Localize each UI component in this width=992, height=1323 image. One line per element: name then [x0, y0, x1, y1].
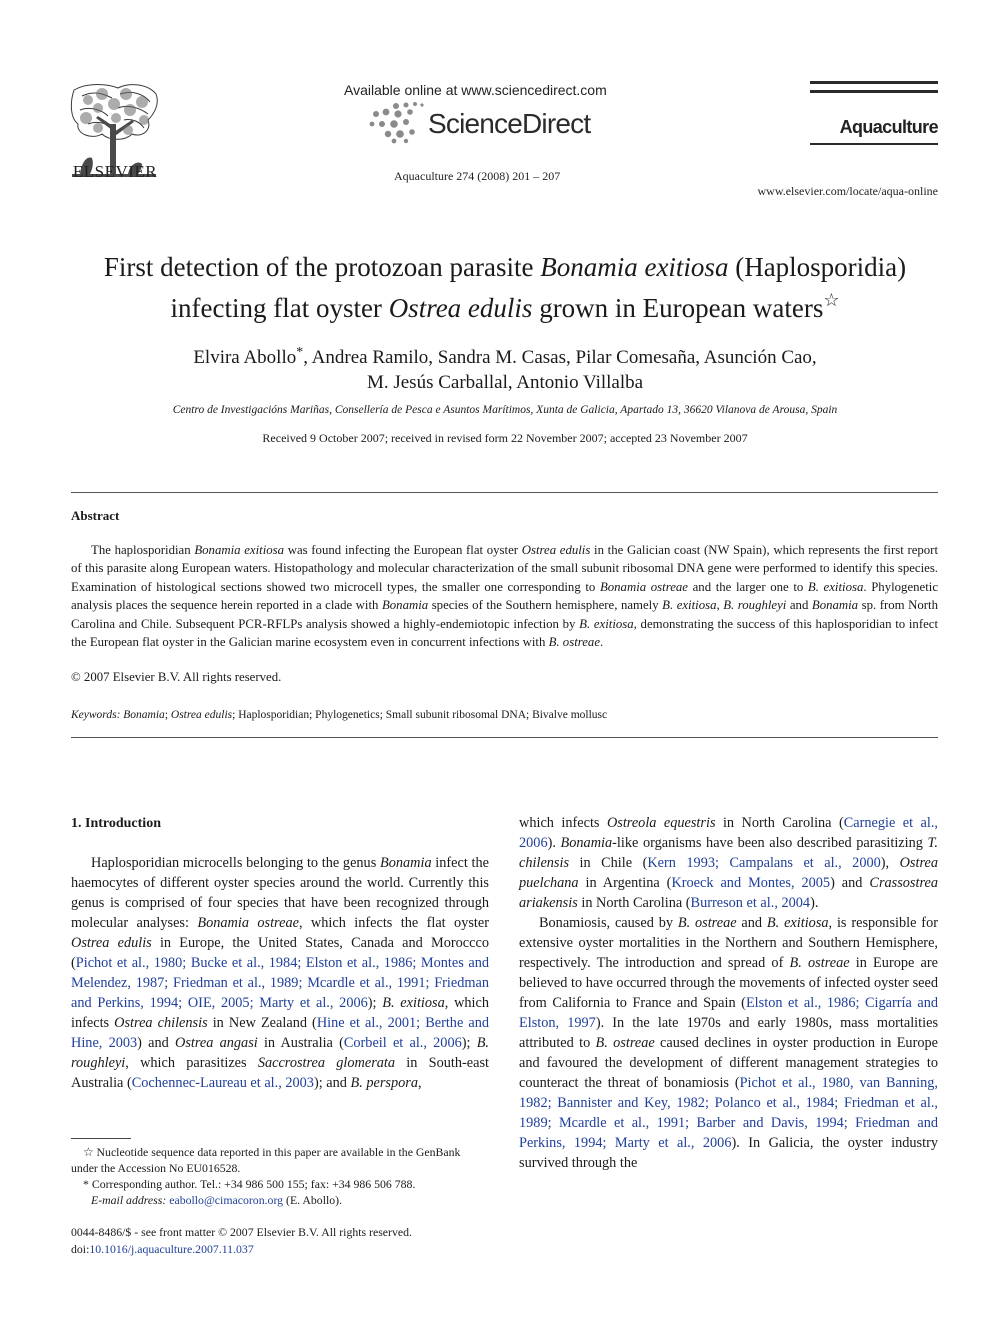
italic-term: Saccrostrea glomerata [257, 1055, 396, 1071]
citation-link[interactable]: Hine et al., 2001; Berthe and Hine, 2003 [71, 1015, 489, 1051]
article-title [60, 251, 950, 325]
available-online-text[interactable]: Available online at www.sciencedirect.com [344, 82, 607, 98]
journal-citation: Aquaculture 274 (2008) 201 – 207 [394, 169, 561, 183]
title-line-1: First detection of the protozoan parasite Bonamia exitiosa (Haplosporidia) [103, 252, 907, 282]
citation-link[interactable]: Pichot et al., 1980; Bucke et al., 1984; Elston et al., 1986; Montes and Melendez, 1987; Friedman et al., 1989; Mcardle et al., 1991; Friedman and Perkins, 1994; OIE, 2005; Marty et al., 2006 [71, 955, 489, 1011]
footnote-genbank: ☆ Nucleotide sequence data reported in this paper are available in the GenBank under the Accession No EU016528. [71, 1145, 461, 1175]
issn-doi-block [71, 1224, 412, 1258]
italic-term: Ostreola equestris [606, 815, 716, 831]
italic-term: B. roughleyi [71, 1035, 490, 1071]
italic-term: T. chilensis [519, 835, 938, 871]
footnotes [71, 1144, 489, 1208]
sciencedirect-dots-icon [368, 100, 426, 144]
italic-term: B. exitiosa [766, 915, 829, 931]
citation-link[interactable]: Kern 1993; Campalans et al., 2000 [647, 855, 881, 871]
italic-term: Ostrea puelchana [519, 855, 938, 891]
author-first: Elvira Abollo [193, 347, 297, 368]
title-footnote-star-icon[interactable]: ☆ [823, 290, 840, 310]
italic-term: B. perspora [350, 1075, 418, 1091]
journal-bottom-rule [810, 143, 938, 145]
sciencedirect-wordmark: ScienceDirect [428, 108, 591, 139]
abstract-text: The haplosporidian Bonamia exitiosa was found infecting the European flat oyster Ostrea edulis in the Galician coast (NW Spain), which represents the first report of this parasite along European waters. Histopathology and molecular characterization of the small subunit ribosomal DNA gene were performed to identify this species. Examination of histological sections showed two microcell types, the smaller one corresponding to Bonamia ostreae and the larger one to B. exitiosa. Phylogenetic analysis places the sequence herein reported in a clade with Bonamia species of the Southern hemisphere, namely B. exitiosa, B. roughleyi and Bonamia sp. from North Carolina and Chile. Subsequent PCR-RFLPs analysis showed a highly-endemiotopic infection by B. exitiosa, demonstrating the success of this haplosporidian to infect the European flat oyster in the Galician marine ecosystem even in concurrent infections with B. ostreae. [71, 543, 939, 650]
italic-term: Ostrea chilensis [114, 1015, 208, 1031]
body-column-right [519, 813, 938, 1173]
italic-term: B. exitiosa [382, 995, 445, 1011]
body-column-left [71, 853, 489, 1093]
journal-top-rule [810, 81, 938, 84]
publisher-name: ELSEVIER [72, 162, 158, 181]
title-line-2: infecting flat oyster Ostrea edulis grown in European waters☆ [170, 290, 840, 323]
italic-term: B. ostreae [789, 955, 850, 971]
citation-link[interactable]: Burreson et al., 2004 [690, 895, 811, 911]
citation-link[interactable]: Elston et al., 1986; Cigarría and Elston, 1997 [519, 995, 938, 1031]
journal-homepage-url[interactable]: www.elsevier.com/locate/aqua-online [757, 184, 938, 198]
intro-paragraph-1-continued: which infects Ostreola equestris in North Carolina (Carnegie et al., 2006). Bonamia-like organisms have been also described parasitizing T. chilensis in Chile (Kern 1993; Campalans et al., 2000), Ostrea puelchana in Argentina (Kroeck and Montes, 2005) and Crassostrea ariakensis in North Carolina (Burreson et al., 2004). [519, 815, 938, 911]
doi-line: doi:10.1016/j.aquaculture.2007.11.037 [71, 1242, 254, 1256]
italic-term: B. ostreae [595, 1035, 655, 1051]
received-dates: Received 9 October 2007; received in revised form 22 November 2007; accepted 23 November 2007 [262, 431, 748, 445]
abstract-top-rule [71, 492, 938, 493]
keywords: Keywords: Bonamia; Ostrea edulis; Haplosporidian; Phylogenetics; Small subunit ribosomal DNA; Bivalve mollusc [71, 709, 608, 721]
abstract-bottom-rule [71, 737, 938, 738]
intro-paragraph-1: Haplosporidian microcells belonging to the genus Bonamia infect the haemocytes of different oyster species around the world. Currently this genus is comprised of four species that have been recognized through molecular analyses: Bonamia ostreae, which infects the flat oyster Ostrea edulis in Europe, the United States, Canada and Moroccco (Pichot et al., 1980; Bucke et al., 1984; Elston et al., 1986; Montes and Melendez, 1987; Friedman et al., 1989; Mcardle et al., 1991; Friedman and Perkins, 1994; OIE, 2005; Marty et al., 2006); B. exitiosa, which infects Ostrea chilensis in New Zealand (Hine et al., 2001; Berthe and Hine, 2003) and Ostrea angasi in Australia (Corbeil et al., 2006); B. roughleyi, which parasitizes Saccrostrea glomerata in South-east Australia (Cochennec-Laureau et al., 2003); and B. perspora, [71, 855, 490, 1091]
footnote-star-icon: ☆ [83, 1145, 94, 1159]
footnote-corresponding-author: * Corresponding author. Tel.: +34 986 500 155; fax: +34 986 506 788. [83, 1177, 416, 1191]
citation-link[interactable]: Carnegie et al., 2006 [519, 815, 938, 851]
front-matter-line: 0044-8486/$ - see front matter © 2007 Elsevier B.V. All rights reserved. [71, 1225, 412, 1239]
journal-top-rule-2 [810, 90, 938, 93]
citation-link[interactable]: Cochennec-Laureau et al., 2003 [131, 1075, 314, 1091]
corresponding-author-mark[interactable]: * [296, 345, 304, 360]
footnote-rule [71, 1138, 131, 1139]
citation-link[interactable]: Kroeck and Montes, 2005 [671, 875, 831, 891]
affiliation: Centro de Investigacións Mariñas, Consellería de Pesca e Asuntos Marítimos, Xunta de Galicia, Apartado 13, 36620 Vilanova de Arousa, Spain [172, 404, 838, 416]
abstract-heading: Abstract [71, 508, 120, 523]
italic-term: Ostrea edulis [71, 935, 152, 951]
italic-term: B. ostreae [677, 915, 737, 931]
abstract-copyright: © 2007 Elsevier B.V. All rights reserved. [71, 670, 282, 684]
italic-term: Bonamia ostreae [197, 915, 299, 931]
doi-link[interactable]: 10.1016/j.aquaculture.2007.11.037 [89, 1242, 254, 1256]
italic-term: Bonamia [379, 855, 432, 871]
section-heading-introduction: 1. Introduction [71, 816, 161, 831]
intro-paragraph-2: Bonamiosis, caused by B. ostreae and B. exitiosa, is responsible for extensive oyster mortalities in the Northern and Southern Hemisphere, respectively. The introduction and spread of B. ostreae in Europe are believed to have occurred through the movements of infected oyster seed from California to France and Spain (Elston et al., 1986; Cigarría and Elston, 1997). In the late 1970s and early 1980s, mass mortalities attributed to B. ostreae caused declines in oyster production in Europe and favoured the development of different management strategies to counteract the threat of bonamiosis (Pichot et al., 1980, van Banning, 1982; Bannister and Key, 1982; Polanco et al., 1984; Friedman et al., 1989; Mcardle et al., 1991; Barber and Davis, 1994; Friedman and Perkins, 1994; Marty et al., 2006). In Galicia, the oyster industry survived through the [519, 915, 939, 1171]
italic-term: Crassostrea ariakensis [519, 875, 938, 911]
journal-name: Aquaculture [839, 117, 938, 137]
italic-term: Bonamia [560, 835, 613, 851]
author-list: Elvira Abollo*, Andrea Ramilo, Sandra M. Casas, Pilar Comesaña, Asunción Cao, M. Jesús Carballal, Antonio Villalba [193, 345, 817, 393]
italic-term: Ostrea angasi [175, 1035, 258, 1051]
citation-link[interactable]: Corbeil et al., 2006 [343, 1035, 462, 1051]
citation-link[interactable]: Pichot et al., 1980, van Banning, 1982; Bannister and Key, 1982; Polanco et al., 1984; Friedman et al., 1989; Mcardle et al., 1991; Barber and Davis, 1994; Friedman and Perkins, 1994; Marty et al., 2006 [519, 1075, 938, 1151]
footnote-email: E-mail address: eabollo@cimacoron.org (E. Abollo). [91, 1193, 343, 1207]
email-link[interactable]: eabollo@cimacoron.org [169, 1193, 284, 1207]
